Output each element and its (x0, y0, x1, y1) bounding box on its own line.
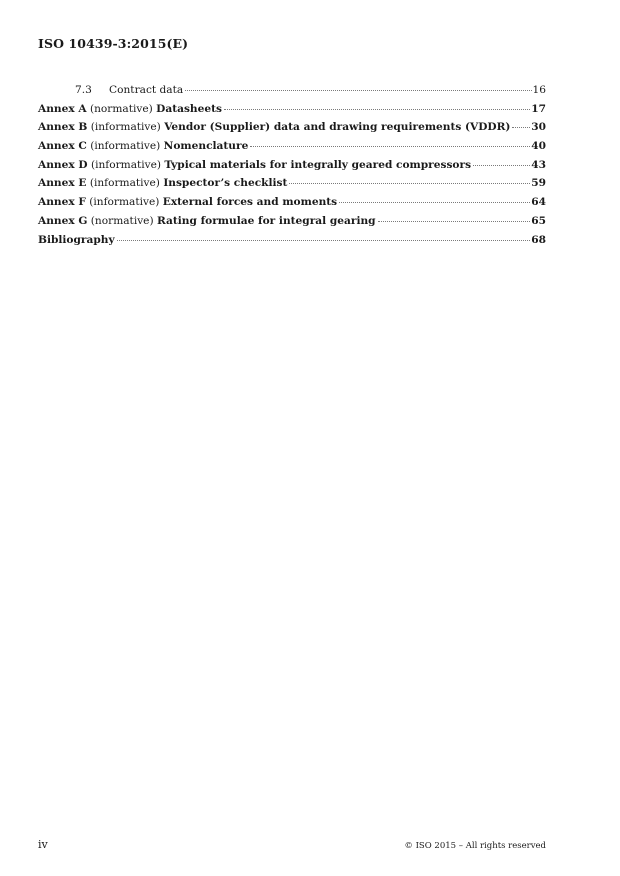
toc-entry-label (38, 215, 376, 227)
dot-leader (224, 109, 530, 110)
dot-leader (185, 90, 531, 91)
toc-entry-annex-f[interactable] (38, 196, 546, 215)
toc-entry-annex-g[interactable] (38, 215, 546, 234)
annex-title: External forces and moments (162, 196, 338, 209)
dot-leader (117, 240, 531, 241)
toc-entry-page: 65 (531, 214, 546, 227)
toc-entry-annex-b[interactable] (38, 121, 546, 140)
annex-title: Datasheets (156, 102, 222, 115)
annex-type: (informative) (90, 121, 161, 134)
toc-entry-page: 68 (531, 233, 546, 246)
toc-entry-label: Bibliography (38, 233, 115, 246)
toc-entry-page: 59 (531, 177, 546, 190)
toc-entry-annex-e[interactable] (38, 177, 546, 196)
toc-entry-label (38, 121, 510, 133)
toc-entry-page: 43 (531, 158, 546, 171)
dot-leader (339, 202, 530, 203)
annex-type: (normative) (90, 214, 154, 227)
annex-type: (informative) (90, 158, 162, 171)
annex-id: Annex D (38, 158, 88, 171)
toc-entry-label (38, 177, 287, 189)
page-footer (38, 838, 546, 851)
toc-entry-label (38, 159, 471, 171)
toc-entry-annex-c[interactable] (38, 140, 546, 159)
annex-type: (informative) (89, 177, 160, 190)
annex-title: Typical materials for integrally geared compressors (164, 158, 472, 171)
copyright-notice: © ISO 2015 – All rights reserved (404, 841, 546, 851)
toc-entry-page: 16 (532, 84, 546, 96)
toc-entry-label (38, 103, 222, 115)
page-number: iv (38, 838, 48, 851)
dot-leader (473, 165, 530, 166)
annex-title: Rating formulae for integral gearing (156, 214, 376, 227)
toc-entry-number: 7.3 (75, 84, 92, 96)
annex-id: Annex A (38, 102, 87, 115)
annex-id: Annex B (38, 121, 88, 134)
document-id-header: ISO 10439-3:2015(E) (38, 36, 189, 51)
toc-entry-label (75, 84, 183, 96)
table-of-contents (38, 84, 546, 252)
toc-entry-annex-d[interactable] (38, 159, 546, 178)
annex-id: Annex G (38, 214, 88, 227)
annex-type: (normative) (89, 102, 153, 115)
annex-title: Inspector’s checklist (163, 177, 288, 190)
dot-leader (378, 221, 531, 222)
toc-entry-7-3[interactable] (38, 84, 546, 103)
annex-id: Annex F (38, 196, 86, 209)
dot-leader (289, 183, 530, 184)
annex-title: Nomenclature (163, 140, 249, 153)
toc-entry-page: 64 (531, 196, 546, 209)
toc-entry-bibliography[interactable] (38, 234, 546, 253)
annex-id: Annex C (38, 140, 87, 153)
toc-entry-annex-a[interactable] (38, 103, 546, 122)
toc-entry-page: 40 (531, 140, 546, 153)
annex-id: Annex E (38, 177, 87, 190)
annex-type: (informative) (89, 196, 160, 209)
dot-leader (512, 127, 530, 128)
toc-entry-page: 17 (531, 102, 546, 115)
toc-entry-label (38, 140, 248, 152)
toc-entry-title: Contract data (109, 84, 184, 96)
annex-type: (informative) (90, 140, 161, 153)
dot-leader (250, 146, 530, 147)
toc-entry-page: 30 (531, 121, 546, 134)
toc-entry-label (38, 196, 337, 208)
annex-title: Vendor (Supplier) data and drawing requirements (VDDR) (164, 121, 511, 134)
